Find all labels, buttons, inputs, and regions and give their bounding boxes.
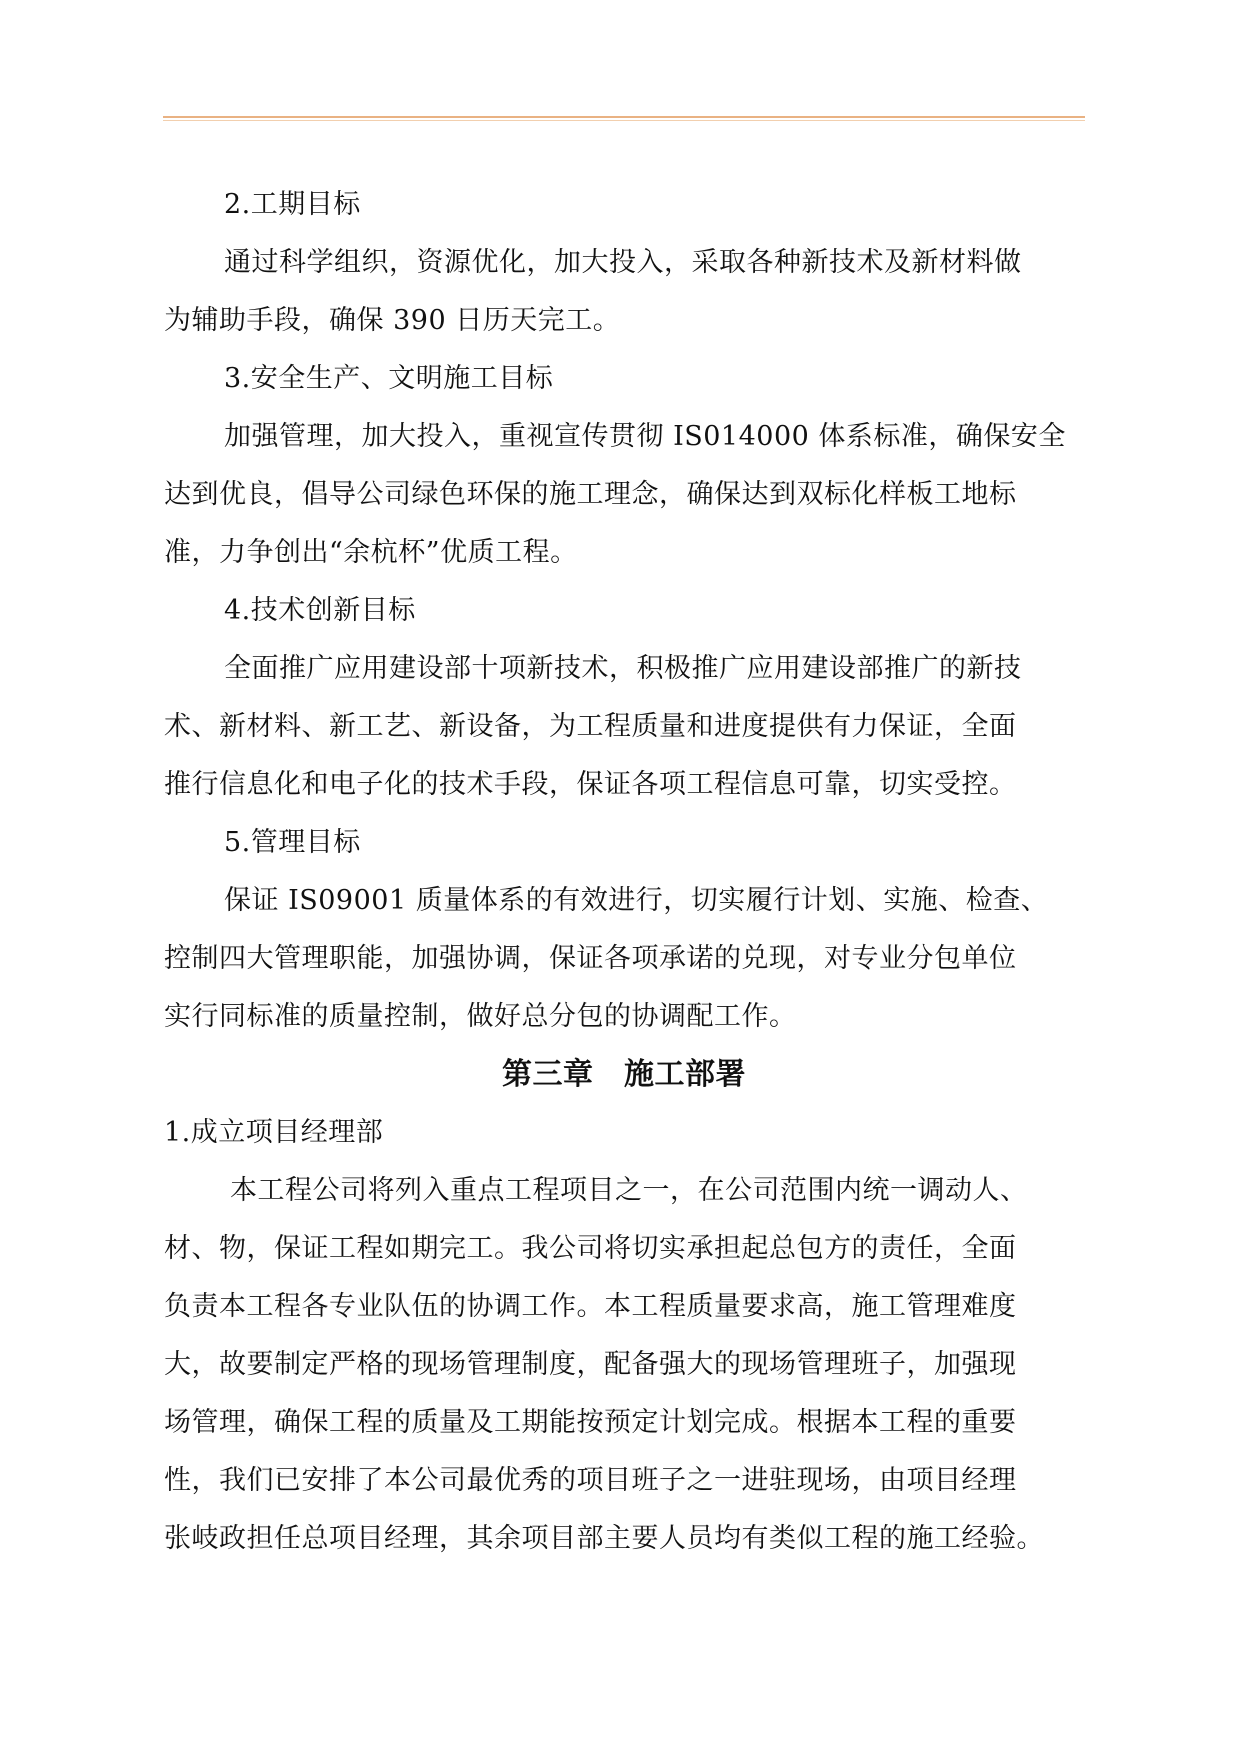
paragraph-line: 通过科学组织，资源优化，加大投入，采取各种新技术及新材料做 (224, 247, 1022, 278)
paragraph-line: 大，故要制定严格的现场管理制度，配备强大的现场管理班子，加强现 (164, 1349, 1017, 1380)
section-heading-innovation: 4.技术创新目标 (224, 595, 416, 626)
section-heading-project-dept: 1.成立项目经理部 (164, 1117, 384, 1148)
paragraph-line: 场管理，确保工程的质量及工期能按预定计划完成。根据本工程的重要 (164, 1407, 1017, 1438)
paragraph-line: 控制四大管理职能，加强协调，保证各项承诺的兑现，对专业分包单位 (164, 943, 1017, 974)
paragraph-line: 张岐政担任总项目经理，其余项目部主要人员均有类似工程的施工经验。 (164, 1523, 1044, 1554)
header-rule-secondary (163, 120, 1085, 121)
paragraph-line: 实行同标准的质量控制，做好总分包的协调配工作。 (164, 1001, 797, 1032)
section-heading-schedule: 2.工期目标 (224, 189, 361, 220)
paragraph-line: 本工程公司将列入重点工程项目之一，在公司范围内统一调动人、 (230, 1175, 1028, 1206)
chapter-title: 第三章 施工部署 (502, 1057, 746, 1092)
paragraph-line: 负责本工程各专业队伍的协调工作。本工程质量要求高，施工管理难度 (164, 1291, 1017, 1322)
section-heading-safety: 3.安全生产、文明施工目标 (224, 363, 554, 394)
header-rule (163, 116, 1085, 118)
paragraph-line: 为辅助手段，确保 390 日历天完工。 (164, 305, 621, 336)
section-heading-management: 5.管理目标 (224, 827, 361, 858)
paragraph-line: 保证 IS09001 质量体系的有效进行，切实履行计划、实施、检查、 (224, 885, 1049, 916)
paragraph-line: 性，我们已安排了本公司最优秀的项目班子之一进驻现场，由项目经理 (164, 1465, 1017, 1496)
paragraph-line: 推行信息化和电子化的技术手段，保证各项工程信息可靠，切实受控。 (164, 769, 1017, 800)
paragraph-line: 材、物，保证工程如期完工。我公司将切实承担起总包方的责任，全面 (164, 1233, 1017, 1264)
paragraph-line: 加强管理，加大投入，重视宣传贯彻 IS014000 体系标准，确保安全 (224, 421, 1066, 452)
paragraph-line: 术、新材料、新工艺、新设备，为工程质量和进度提供有力保证，全面 (164, 711, 1017, 742)
paragraph-line: 达到优良，倡导公司绿色环保的施工理念，确保达到双标化样板工地标 (164, 479, 1017, 510)
document-body (164, 176, 1084, 1568)
paragraph-line: 全面推广应用建设部十项新技术，积极推广应用建设部推广的新技 (224, 653, 1022, 684)
paragraph-line: 准，力争创出“余杭杯”优质工程。 (164, 537, 578, 568)
